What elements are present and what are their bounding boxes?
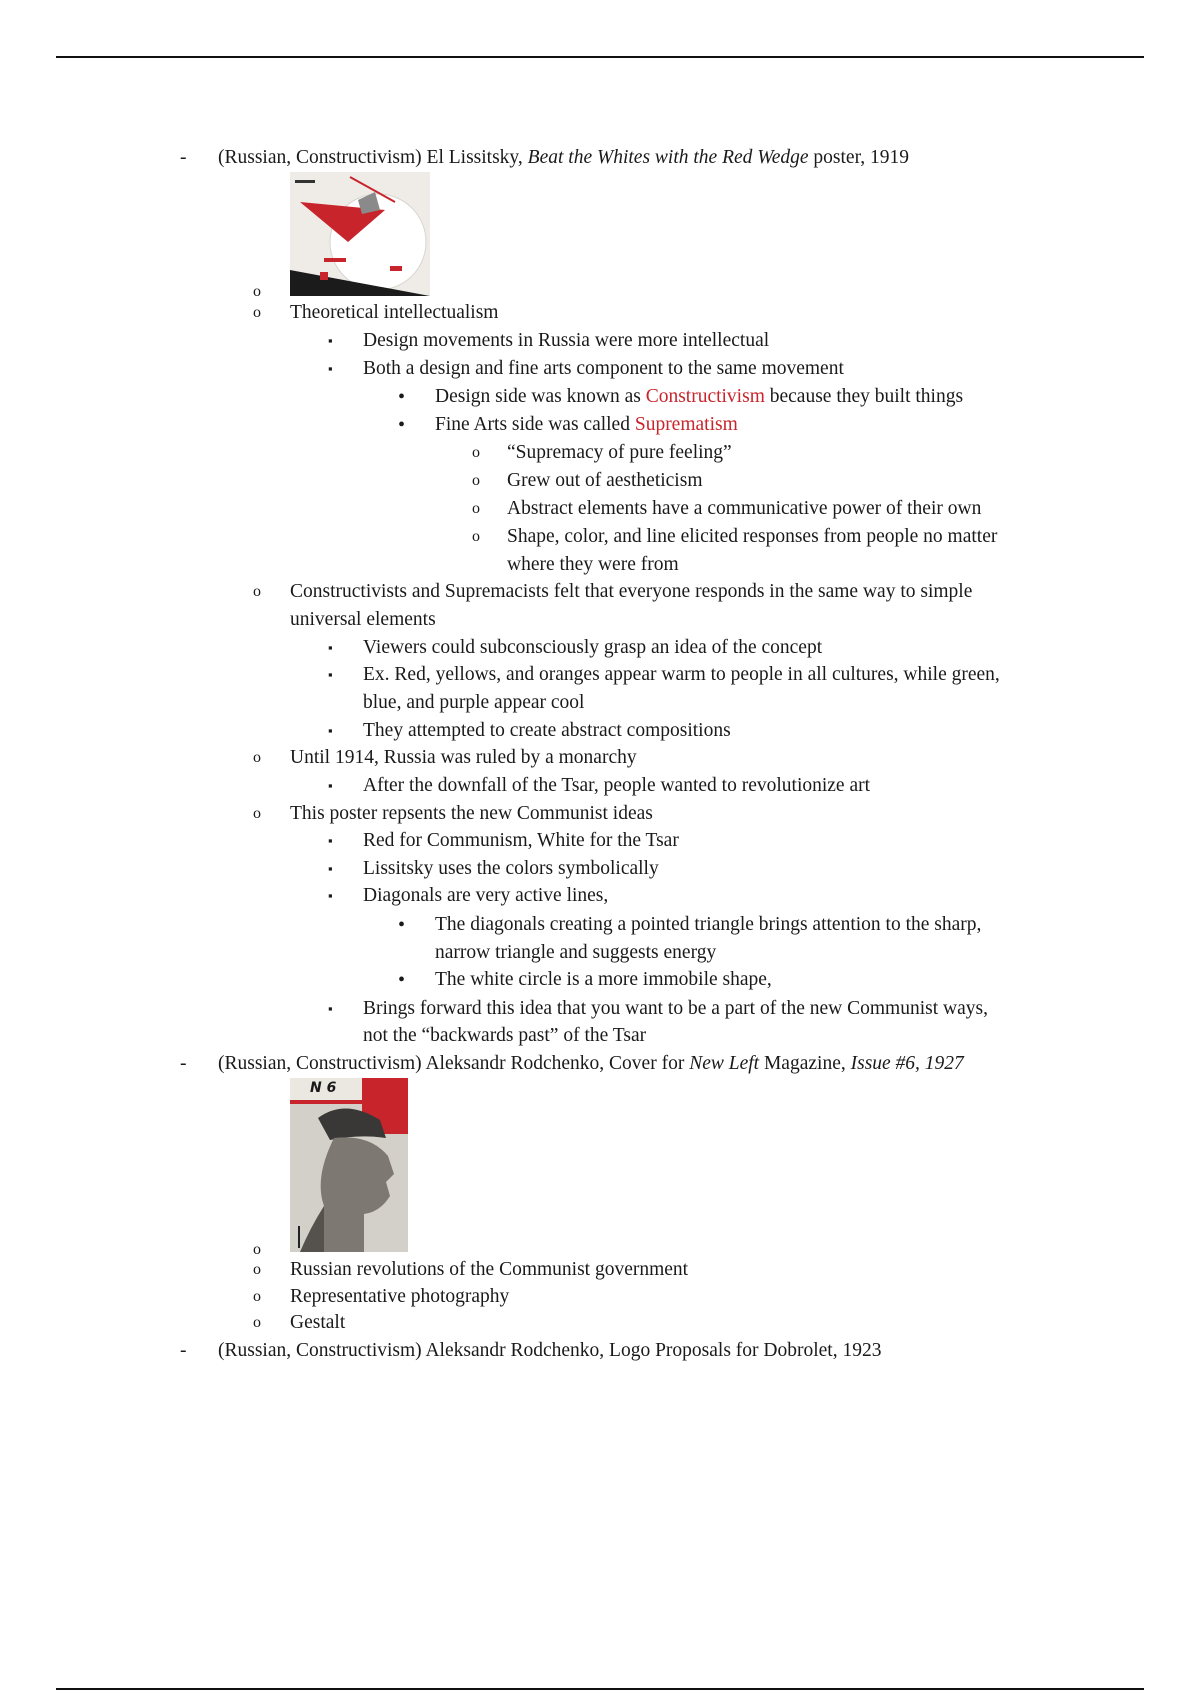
list-item-constructivists-cont: universal elements — [290, 609, 436, 630]
list-item-diag-triangle: The diagonals creating a pointed triangle brings attention to the sharp, — [435, 914, 982, 935]
new-left-cover-image — [290, 1078, 408, 1252]
list-item-white-circle: The white circle is a more immobile shape, — [435, 969, 772, 990]
list-item-grew-out: Grew out of aestheticism — [507, 470, 703, 491]
beat-the-whites-poster-image — [290, 172, 430, 296]
list-item-ex-red: Ex. Red, yellows, and oranges appear warm to people in all cultures, while green, — [363, 664, 1000, 685]
square-marker: ▪ — [328, 667, 333, 682]
list-item-design-russia: Design movements in Russia were more intellectual — [363, 330, 770, 351]
circle-marker: o — [253, 1288, 261, 1305]
circle-marker: o — [253, 1314, 261, 1331]
list-item-constructivists: Constructivists and Supremacists felt that everyone responds in the same way to simple — [290, 581, 973, 602]
list-item-symbolically: Lissitsky uses the colors symbolically — [363, 858, 659, 879]
list-item-ex-red-cont: blue, and purple appear cool — [363, 692, 585, 713]
dash-marker: - — [180, 1053, 187, 1074]
square-marker: ▪ — [328, 778, 333, 793]
circle-marker: o — [472, 528, 480, 545]
list-item-revolutions: Russian revolutions of the Communist government — [290, 1259, 689, 1280]
circle-marker: o — [472, 472, 480, 489]
list-item-diagonals: Diagonals are very active lines, — [363, 885, 609, 906]
circle-marker: o — [253, 1261, 261, 1278]
bullet-marker: • — [398, 914, 406, 936]
list-item-shape-color-cont: where they were from — [507, 554, 679, 575]
square-marker: ▪ — [328, 833, 333, 848]
circle-marker: o — [253, 583, 261, 600]
square-marker: ▪ — [328, 861, 333, 876]
list-item-diag-triangle-cont: narrow triangle and suggests energy — [435, 942, 717, 963]
bullet-marker: • — [398, 386, 406, 408]
cover-artwork — [290, 1078, 408, 1252]
circle-marker: o — [253, 304, 261, 321]
list-item-design-side: Design side was known as Constructivism because they built things — [435, 386, 964, 407]
entry-heading-dobrolet: (Russian, Constructivism) Aleksandr Rodchenko, Logo Proposals for Dobrolet, 1923 — [218, 1340, 882, 1361]
bullet-marker: • — [398, 969, 406, 991]
square-marker: ▪ — [328, 723, 333, 738]
list-item-brings-forward-cont: not the “backwards past” of the Tsar — [363, 1025, 647, 1046]
list-item-viewers: Viewers could subconsciously grasp an idea of the concept — [363, 637, 823, 658]
circle-marker: o — [253, 805, 261, 822]
poster-artwork — [290, 172, 430, 296]
constructivism-highlight: Constructivism — [645, 386, 765, 407]
list-item-attempted: They attempted to create abstract compositions — [363, 720, 731, 741]
circle-marker: o — [472, 500, 480, 517]
square-marker: ▪ — [328, 1001, 333, 1016]
bottom-rule — [56, 1688, 1144, 1690]
list-item-downfall: After the downfall of the Tsar, people wanted to revolutionize art — [363, 775, 871, 796]
list-item-fine-arts: Fine Arts side was called Suprematism — [435, 414, 738, 435]
list-item-theoretical: Theoretical intellectualism — [290, 302, 499, 323]
square-marker: ▪ — [328, 888, 333, 903]
list-item-brings-forward: Brings forward this idea that you want to be a part of the new Communist ways, — [363, 998, 988, 1019]
circle-marker: o — [253, 749, 261, 766]
square-marker: ▪ — [328, 640, 333, 655]
list-item-shape-color: Shape, color, and line elicited responses from people no matter — [507, 526, 998, 547]
list-item-red-communism: Red for Communism, White for the Tsar — [363, 830, 679, 851]
top-rule — [56, 56, 1144, 58]
circle-marker: o — [253, 1241, 261, 1258]
circle-marker: o — [253, 283, 261, 300]
dash-marker: - — [180, 1340, 187, 1361]
entry-heading-rodchenko-cover: (Russian, Constructivism) Aleksandr Rodchenko, Cover for New Left Magazine, Issue #6, 1927 — [218, 1053, 964, 1074]
list-item-both-design: Both a design and fine arts component to the same movement — [363, 358, 844, 379]
list-item-poster-repsents: This poster repsents the new Communist ideas — [290, 803, 653, 824]
bullet-marker: • — [398, 414, 406, 436]
list-item-representative: Representative photography — [290, 1286, 510, 1307]
dash-marker: - — [180, 147, 187, 168]
list-item-gestalt: Gestalt — [290, 1312, 346, 1333]
square-marker: ▪ — [328, 333, 333, 348]
entry-heading-lissitsky: (Russian, Constructivism) El Lissitsky, Beat the Whites with the Red Wedge poster, 1919 — [218, 147, 910, 168]
suprematism-highlight: Suprematism — [634, 414, 738, 435]
list-item-abstract-power: Abstract elements have a communicative power of their own — [507, 498, 982, 519]
cover-issue-label: N 6 — [310, 1080, 337, 1096]
list-item-supremacy: “Supremacy of pure feeling” — [507, 442, 732, 463]
square-marker: ▪ — [328, 361, 333, 376]
list-item-until-1914: Until 1914, Russia was ruled by a monarchy — [290, 747, 637, 768]
circle-marker: o — [472, 444, 480, 461]
